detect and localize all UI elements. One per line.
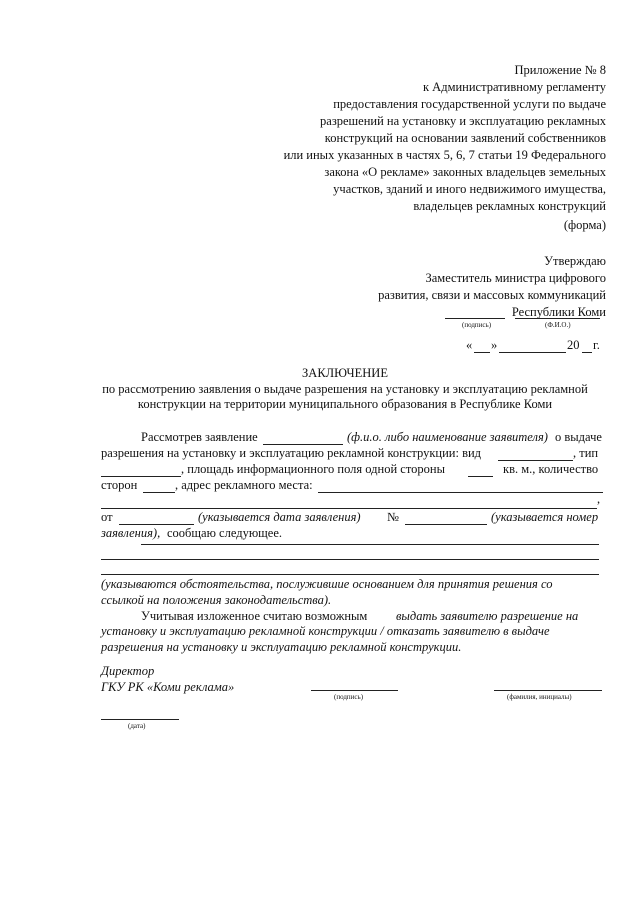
approval-date-open: « (466, 338, 473, 352)
para-hint: (указывается номер (491, 510, 599, 524)
para-comma: , (597, 492, 601, 506)
signature-line (311, 690, 398, 691)
address-blank-2 (101, 508, 597, 509)
para-text: , площадь информационного поля одной стороны (181, 462, 445, 476)
number-blank (405, 524, 487, 525)
area-blank (468, 476, 493, 477)
date-caption: (дата) (128, 722, 146, 730)
decision-hint: установку и эксплуатацию рекламной конструкции / отказать заявителю в выдаче (101, 624, 550, 638)
signer-organization: ГКУ РК «Коми реклама» (101, 680, 235, 694)
appendix-line: конструкций на основании заявлений собственников (324, 131, 606, 145)
approval-year-line (582, 352, 592, 353)
para-text: № (387, 510, 399, 524)
para-text: , адрес рекламного места: (175, 478, 313, 492)
approval-day-line (474, 352, 490, 353)
document-subtitle-line2: конструкции на территории муниципального образования в Республике Коми (137, 397, 553, 411)
appendix-line: владельцев рекламных конструкций (413, 199, 606, 213)
decision-text: Учитывая изложенное считаю возможным (141, 609, 368, 623)
appendix-line: участков, зданий и иного недвижимого имущества, (333, 182, 606, 196)
approval-line: Заместитель министра цифрового (425, 271, 606, 285)
applicant-blank (263, 444, 343, 445)
approval-line: развития, связи и массовых коммуникаций (378, 288, 606, 302)
circumstances-blank-1 (141, 544, 599, 545)
name-caption: (фамилия, инициалы) (507, 693, 572, 701)
para-text: сообщаю следующее. (167, 526, 283, 540)
circumstances-blank-3 (101, 574, 599, 575)
para-text: кв. м., количество (503, 462, 599, 476)
name-line (494, 690, 602, 691)
appendix-line: предоставления государственной услуги по выдаче (333, 97, 606, 111)
appendix-line: к Административному регламенту (422, 80, 606, 94)
circumstances-blank-2 (101, 559, 599, 560)
circumstances-hint: ссылкой на положения законодательства). (101, 593, 332, 607)
para-text: разрешения на установку и эксплуатацию рекламной конструкции: вид (101, 446, 482, 460)
para-text: сторон (101, 478, 138, 492)
approval-year-suffix: г. (593, 338, 600, 352)
form-label: (форма) (563, 218, 606, 232)
approval-line: Утверждаю (544, 254, 606, 268)
approval-sign-line (445, 318, 505, 319)
signature-caption: (подпись) (334, 693, 364, 701)
para-text: о выдаче (555, 430, 602, 444)
decision-hint: разрешения на установку и эксплуатацию рекламной конструкции. (101, 640, 462, 654)
appendix-line: или иных указанных в частях 5, 6, 7 статьи 19 Федерального (283, 148, 606, 162)
type-blank (101, 476, 181, 477)
date-line (101, 719, 179, 720)
appendix-line: закона «О рекламе» законных владельцев земельных (324, 165, 606, 179)
decision-hint: выдать заявителю разрешение на (396, 609, 579, 623)
para-hint: (ф.и.о. либо наименование заявителя) (347, 430, 548, 444)
appendix-line: разрешений на установку и эксплуатацию рекламных (320, 114, 606, 128)
date-blank (119, 524, 194, 525)
document-title: ЗАКЛЮЧЕНИЕ (302, 366, 388, 380)
approval-year: 20 (567, 338, 580, 352)
para-hint: заявления), (101, 526, 161, 540)
address-blank (318, 492, 603, 493)
approval-block (378, 253, 606, 321)
approval-sign-caption: (подпись) (462, 321, 492, 329)
signer-title: Директор (101, 664, 155, 678)
approval-date-mid: » (491, 338, 498, 352)
approval-fio-line (515, 318, 600, 319)
appendix-block (284, 62, 606, 215)
para-text: от (101, 510, 113, 524)
circumstances-hint: (указываются обстоятельства, послужившие основанием для принятия решения со (101, 577, 553, 591)
para-text: , тип (573, 446, 599, 460)
approval-line: Республики Коми (511, 305, 606, 319)
approval-fio-caption: (Ф.И.О.) (545, 321, 571, 329)
para-text: Рассмотрев заявление (141, 430, 258, 444)
approval-month-line (499, 352, 566, 353)
para-hint: (указывается дата заявления) (198, 510, 361, 524)
kind-blank (498, 460, 573, 461)
appendix-line: Приложение № 8 (514, 63, 606, 77)
sides-blank (143, 492, 175, 493)
document-subtitle-line1: по рассмотрению заявления о выдаче разрешения на установку и эксплуатацию рекламной (102, 382, 588, 396)
